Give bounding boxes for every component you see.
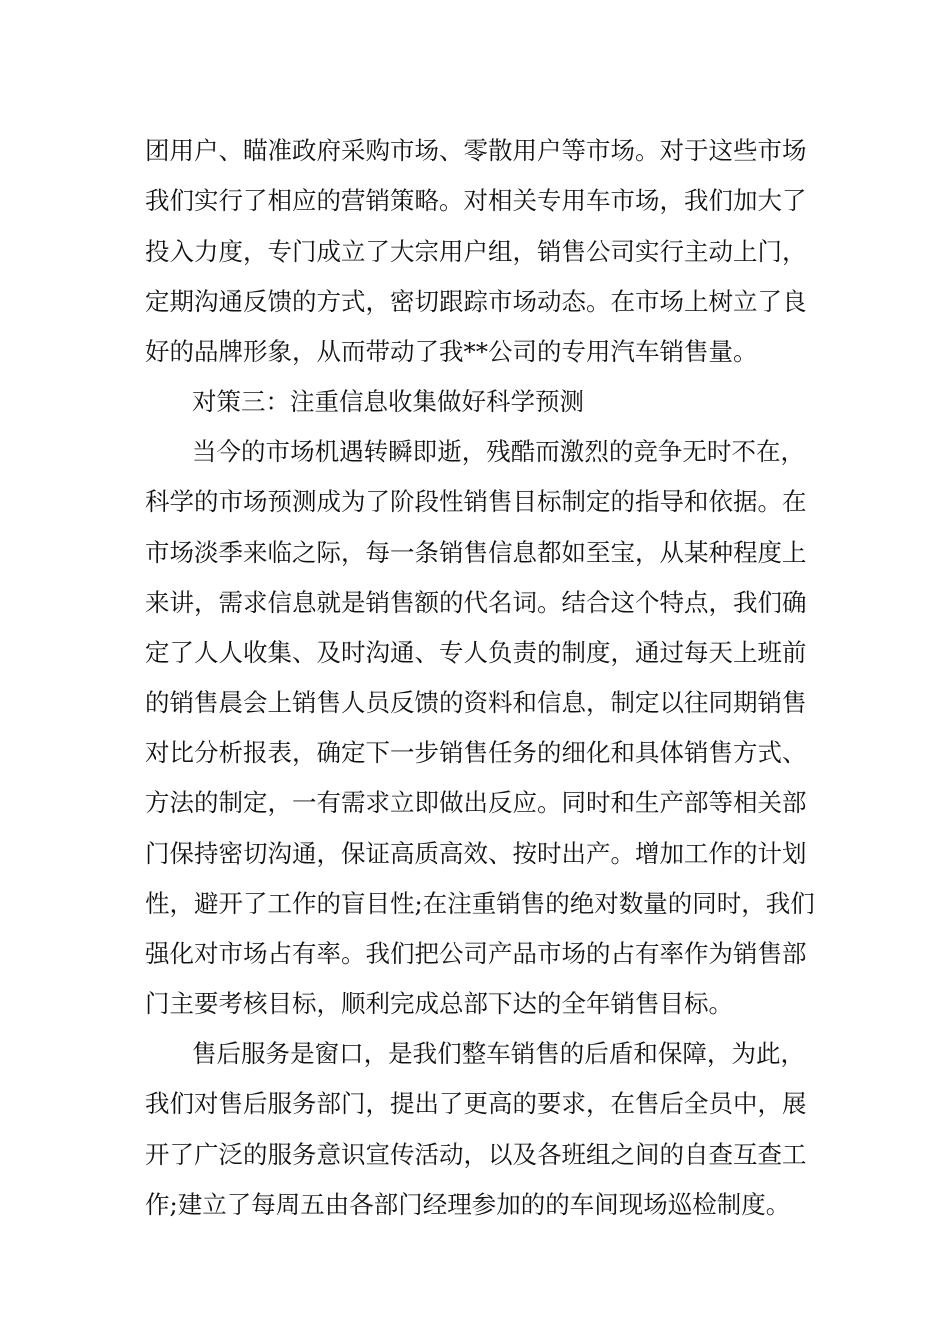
- text-line: 的销售晨会上销售人员反馈的资料和信息，制定以往同期销售: [145, 688, 807, 717]
- text-line: 门主要考核目标，顺利完成总部下达的全年销售目标。: [145, 989, 733, 1018]
- text-line: 作;建立了每周五由各部门经理参加的的车间现场巡检制度。: [145, 1190, 791, 1219]
- text-line: 我们对售后服务部门，提出了更高的要求，在售后全员中，展: [145, 1089, 807, 1118]
- text-line: 门保持密切沟通，保证高质高效、按时出产。增加工作的计划: [145, 839, 807, 868]
- text-line: 来讲，需求信息就是销售额的代名词。结合这个特点，我们确: [145, 588, 807, 617]
- text-line: 开了广泛的服务意识宣传活动，以及各班组之间的自查互查工: [145, 1140, 807, 1169]
- text-line: 定了人人收集、及时沟通、专人负责的制度，通过每天上班前: [145, 638, 807, 667]
- text-line: 性，避开了工作的盲目性;在注重销售的绝对数量的同时，我们: [145, 889, 815, 918]
- text-line: 定期沟通反馈的方式，密切跟踪市场动态。在市场上树立了良: [145, 287, 807, 316]
- text-line: 团用户、瞄准政府采购市场、零散用户等市场。对于这些市场: [145, 136, 807, 165]
- text-line: 好的品牌形象，从而带动了我**公司的专用汽车销售量。: [145, 337, 758, 366]
- text-line: 方法的制定，一有需求立即做出反应。同时和生产部等相关部: [145, 788, 807, 817]
- text-line: 投入力度，专门成立了大宗用户组，销售公司实行主动上门，: [145, 237, 807, 266]
- text-line: 强化对市场占有率。我们把公司产品市场的占有率作为销售部: [145, 939, 807, 968]
- text-line: 科学的市场预测成为了阶段性销售目标制定的指导和依据。在: [145, 487, 807, 516]
- section-heading: 对策三：注重信息收集做好科学预测: [192, 387, 584, 416]
- text-line: 对比分析报表，确定下一步销售任务的细化和具体销售方式、: [145, 738, 807, 767]
- paragraph-first-line: 当今的市场机遇转瞬即逝，残酷而激烈的竞争无时不在，: [192, 437, 805, 466]
- text-line: 我们实行了相应的营销策略。对相关专用车市场，我们加大了: [145, 186, 807, 215]
- text-line: 市场淡季来临之际，每一条销售信息都如至宝，从某种程度上: [145, 538, 807, 567]
- paragraph-first-line: 售后服务是窗口，是我们整车销售的后盾和保障，为此，: [192, 1039, 805, 1068]
